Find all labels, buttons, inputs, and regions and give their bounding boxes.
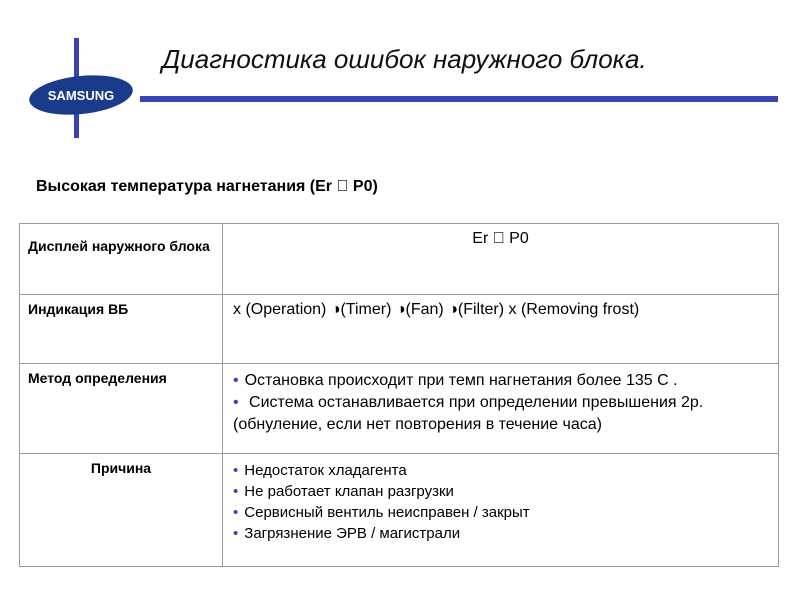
- list-item: • Недостаток хладагента: [233, 462, 407, 479]
- bullet-icon: •: [233, 394, 239, 411]
- section-heading: Высокая температура нагнетания (Er P0): [36, 178, 362, 195]
- row-header: Дисплей наружного блока: [20, 224, 223, 295]
- bullet-icon: •: [233, 483, 239, 500]
- note-text: (обнуление, если нет повторения в течение часа): [233, 416, 602, 433]
- row-header: Индикация ВБ: [20, 295, 223, 364]
- diagnostics-table: [19, 223, 779, 567]
- page-title: Диагностика ошибок наружного блока.: [162, 44, 647, 74]
- indicator-status: х (Operation) ◑(Timer) ◑(Fan) ◑(Filter) х (Removing frost): [223, 295, 779, 364]
- table-row: [20, 454, 779, 567]
- list-item: • Сервисный вентиль неисправен / закрыт: [233, 504, 530, 521]
- bullet-icon: •: [233, 372, 239, 389]
- bullet-icon: •: [233, 525, 239, 542]
- list-item: • Система останавливается при определении превышения 2р.: [233, 394, 704, 411]
- table-row: [20, 364, 779, 454]
- row-header: Причина: [20, 454, 223, 567]
- table-row: [20, 295, 779, 364]
- list-item: • Не работает клапан разгрузки: [233, 483, 454, 500]
- bullet-icon: •: [233, 462, 239, 479]
- table-row: [20, 224, 779, 295]
- list-item: • Остановка происходит при темп нагнетания более 135 С .: [233, 372, 678, 389]
- display-code: Er P0: [223, 224, 779, 295]
- row-header: Метод определения: [20, 364, 223, 454]
- list-item: • Загрязнение ЭРВ / магистрали: [233, 525, 461, 542]
- detection-method: [223, 364, 779, 454]
- decor-horizontal-bar: [140, 96, 778, 102]
- cause-list: [223, 454, 779, 567]
- bullet-icon: •: [233, 504, 239, 521]
- svg-text:SAMSUNG: SAMSUNG: [47, 88, 115, 103]
- samsung-logo: [28, 74, 134, 116]
